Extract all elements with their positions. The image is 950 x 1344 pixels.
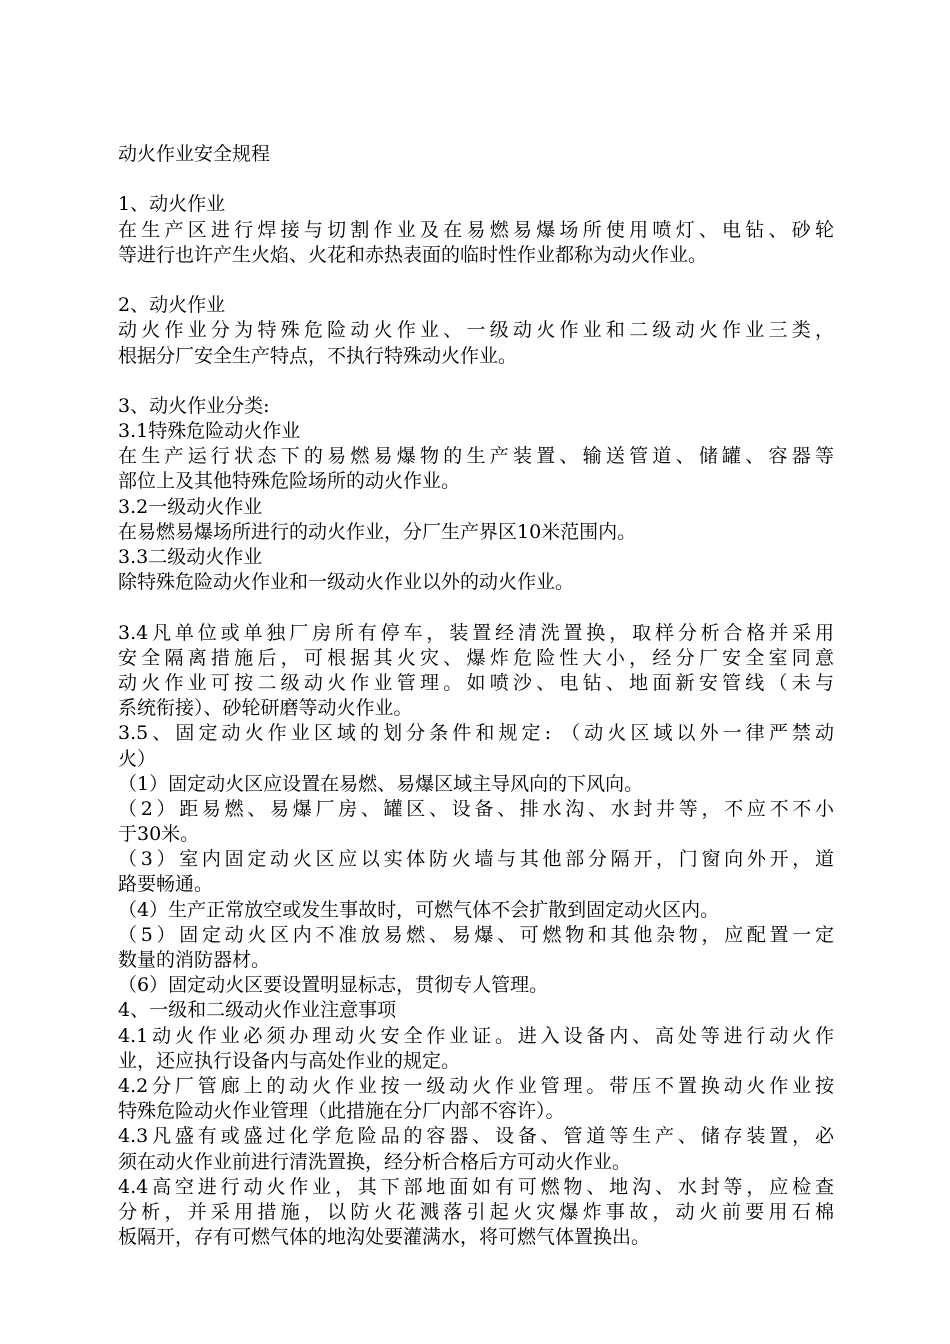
text-line: 4、一级和二级动火作业注意事项 xyxy=(118,999,397,1022)
text-line: 2、动火作业 xyxy=(118,294,226,317)
text-line: （2）距易燃、易爆厂房、罐区、设备、排水沟、水封井等，不应不不小 xyxy=(118,797,834,820)
text-line: 除特殊危险动火作业和一级动火作业以外的动火作业。 xyxy=(118,571,575,594)
text-line: 板隔开，存有可燃气体的地沟处要灌满水，将可燃气体置换出。 xyxy=(118,1226,651,1249)
document-page xyxy=(118,142,834,1250)
text-line: 3.4凡单位或单独厂房所有停车，装置经清洗置换，取样分析合格并采用 xyxy=(118,621,834,644)
text-line: 于30米。 xyxy=(118,823,200,846)
text-line: 3、动火作业分类: xyxy=(118,394,270,417)
text-line: （4）生产正常放空或发生事故时，可燃气体不会扩散到固定动火区内。 xyxy=(118,898,720,921)
text-line: 特殊危险动火作业管理（此措施在分厂内部不容许）。 xyxy=(118,1100,565,1123)
text-line: 业，还应执行设备内与高处作业的规定。 xyxy=(118,1049,461,1072)
text-line: 4.1动火作业必须办理动火安全作业证。进入设备内、高处等进行动火作 xyxy=(118,1024,834,1047)
text-line: 部位上及其他特殊危险场所的动火作业。 xyxy=(118,470,461,493)
text-line: （3）室内固定动火区应以实体防火墙与其他部分隔开，门窗向外开，道 xyxy=(118,848,834,871)
text-line: 在生产区进行焊接与切割作业及在易燃易爆场所使用喷灯、电钻、砂轮 xyxy=(118,218,834,241)
text-line: 须在动火作业前进行清洗置换，经分析合格后方可动火作业。 xyxy=(118,1150,632,1173)
text-line: 安全隔离措施后，可根据其火灾、爆炸危险性大小，经分厂安全室同意 xyxy=(118,646,834,669)
text-line: 根据分厂安全生产特点，不执行特殊动火作业。 xyxy=(118,344,518,367)
blank-line xyxy=(118,268,834,293)
text-line: 动火作业分为特殊危险动火作业、一级动火作业和二级动火作业三类， xyxy=(118,319,834,342)
text-line: 在易燃易爆场所进行的动火作业，分厂生产界区10米范围内。 xyxy=(118,520,637,543)
document-title: 动火作业安全规程 xyxy=(118,143,271,165)
text-line: 3.1特殊危险动火作业 xyxy=(118,420,301,443)
text-line: 1、动火作业 xyxy=(118,193,226,216)
text-line: 火） xyxy=(118,747,157,770)
blank-line xyxy=(118,595,834,620)
text-line: 等进行也许产生火焰、火花和赤热表面的临时性作业都称为动火作业。 xyxy=(118,243,708,266)
text-line: 系统衔接）、砂轮研磨等动火作业。 xyxy=(118,697,413,720)
document-body xyxy=(118,167,834,1250)
text-line: 3.5、固定动火作业区域的划分条件和规定: （动火区域以外一律严禁动 xyxy=(118,722,834,745)
text-line: （6）固定动火区要设置明显标志，贯彻专人管理。 xyxy=(118,974,549,997)
text-line: 动火作业可按二级动火作业管理。如喷沙、电钻、地面新安管线（未与 xyxy=(118,671,834,694)
text-line: 3.3二级动火作业 xyxy=(118,546,263,568)
text-line: （5）固定动火区内不准放易燃、易爆、可燃物和其他杂物，应配置一定 xyxy=(118,923,834,946)
text-line: 分析，并采用措施，以防火花溅落引起火灾爆炸事故，动火前要用石棉 xyxy=(118,1200,834,1223)
blank-line xyxy=(118,167,834,192)
text-line: 在生产运行状态下的易燃易爆物的生产装置、输送管道、储罐、容器等 xyxy=(118,445,834,468)
text-line: 路要畅通。 xyxy=(118,873,214,896)
blank-line xyxy=(118,369,834,394)
text-line: 4.2分厂管廊上的动火作业按一级动火作业管理。带压不置换动火作业按 xyxy=(118,1074,834,1097)
text-line: 数量的消防器材。 xyxy=(118,949,271,971)
text-line: 3.2一级动火作业 xyxy=(118,495,263,518)
text-line: 4.4高空进行动火作业，其下部地面如有可燃物、地沟、水封等，应检查 xyxy=(118,1175,834,1198)
text-line: （1）固定动火区应设置在易燃、易爆区域主导风向的下风向。 xyxy=(118,772,644,795)
text-line: 4.3凡盛有或盛过化学危险品的容器、设备、管道等生产、储存装置，必 xyxy=(118,1125,834,1148)
